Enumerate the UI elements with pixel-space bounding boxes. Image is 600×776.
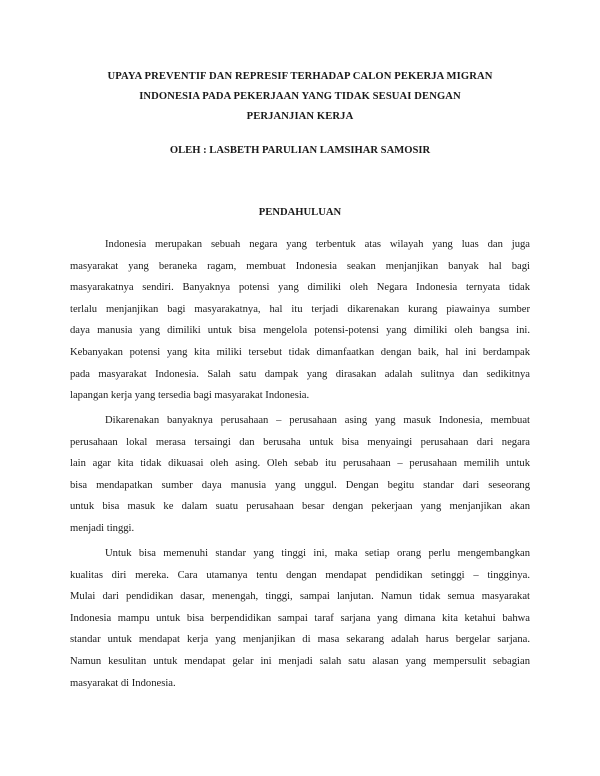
paragraph-line: untuk bisa masuk ke dalam suatu perusahaan besar dengan pekerjaan yang menjanjikan akan xyxy=(70,501,530,513)
paragraph-line: Indonesia merupakan sebuah negara yang terbentuk atas wilayah yang luas dan juga xyxy=(105,239,530,250)
title-line: INDONESIA PADA PEKERJAAN YANG TIDAK SESUAI DENGAN xyxy=(139,91,461,102)
paragraph-line: kualitas diri mereka. Cara utamanya tentu dengan mendapat pendidikan setinggi – tingginya. xyxy=(70,569,530,581)
section-heading: PENDAHULUAN xyxy=(258,207,342,218)
paragraph-line: terlalu menjanjikan bagi masyarakatnya, hal itu terjadi dikarenakan kurang piawainya sumber xyxy=(70,303,530,315)
paragraph-line: Mulai dari pendidikan dasar, menengah, tinggi, sampai lanjutan. Namun tidak semua masyarakat xyxy=(70,591,530,603)
title-line: PERJANJIAN KERJA xyxy=(246,111,354,122)
paragraph-line: perusahaan lokal merasa tersaingi dan berusaha untuk bisa menyaingi perusahaan dari negara xyxy=(70,436,530,448)
paragraph-line: daya manusia yang dimiliki untuk bisa mengelola potensi-potensi yang dimiliki oleh bangsa ini. xyxy=(70,325,530,337)
paragraph-line: bisa mendapatkan sumber daya manusia yang unggul. Dengan begitu standar dari seseorang xyxy=(70,479,530,491)
paragraph-line: Untuk bisa memenuhi standar yang tinggi ini, maka setiap orang perlu mengembangkan xyxy=(105,548,530,559)
paragraph-line: Kebanyakan potensi yang kita miliki tersebut tidak dimanfaatkan dengan baik, hal ini berdampak xyxy=(70,346,530,358)
paragraph-line: pada masyarakat Indonesia. Salah satu dampak yang dirasakan adalah sulitnya dan sedikitnya xyxy=(70,368,530,380)
paragraph xyxy=(70,410,530,540)
paragraph-line: lain agar kita tidak dikuasai oleh asing. Oleh sebab itu perusahaan – perusahaan memilih untuk xyxy=(70,458,530,470)
document-title xyxy=(70,67,530,127)
paragraph-line: masyarakat di Indonesia. xyxy=(70,677,176,689)
paragraph-line: masyarakatnya sendiri. Banyaknya potensi yang dimiliki oleh Negara Indonesia ternyata tidak xyxy=(70,282,530,294)
title-line: UPAYA PREVENTIF DAN REPRESIF TERHADAP CALON PEKERJA MIGRAN xyxy=(107,71,493,82)
paragraph xyxy=(70,543,530,694)
paragraph-line: lapangan kerja yang tersedia bagi masyarakat Indonesia. xyxy=(70,390,310,402)
paragraph-line: Namun kesulitan untuk mendapat gelar ini menjadi salah satu alasan yang mempersulit sebagian xyxy=(70,655,530,667)
paragraph-line: Indonesia mampu untuk bisa berpendidikan sampai taraf sarjana yang dimana kita ketahui bahwa xyxy=(70,612,530,624)
paragraph-line: menjadi tinggi. xyxy=(70,522,135,534)
paragraph-line: masyarakat yang beraneka ragam, membuat Indonesia seakan menjanjikan banyak hal bagi xyxy=(70,260,530,272)
author-line: OLEH : LASBETH PARULIAN LAMSIHAR SAMOSIR xyxy=(169,145,431,156)
paragraph-line: standar untuk mendapat kerja yang menjanjikan di masa sekarang adalah harus bergelar sarjana. xyxy=(70,634,530,646)
paragraph xyxy=(70,234,530,407)
paragraph-line: Dikarenakan banyaknya perusahaan – perusahaan asing yang masuk Indonesia, membuat xyxy=(105,415,530,426)
